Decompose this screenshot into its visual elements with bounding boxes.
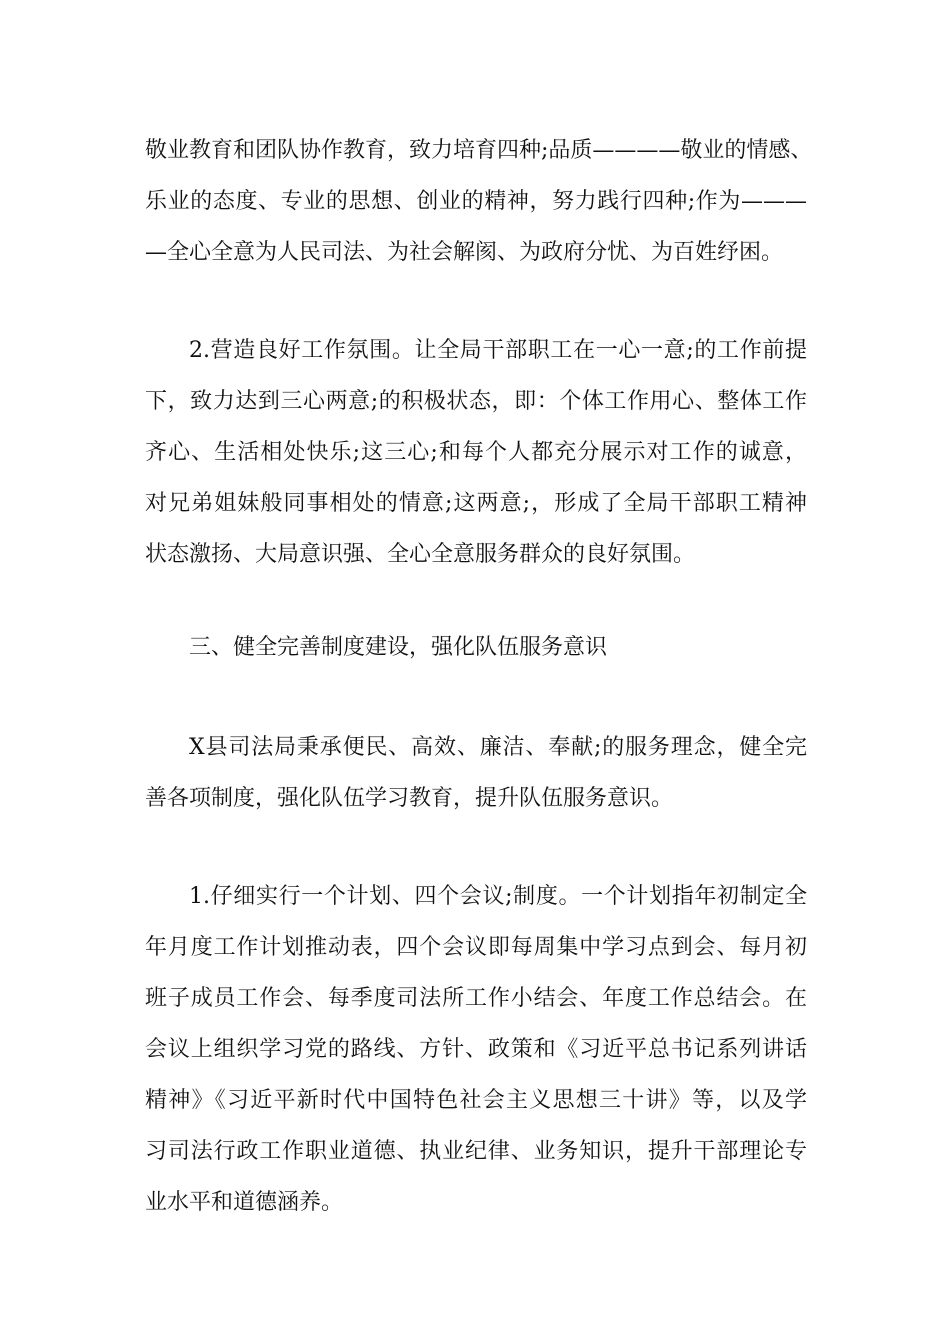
text-line: 2.营造良好工作氛围。让全局干部职工在一心一意;的工作前提 [189,338,807,363]
text-line: 精神》《习近平新时代中国特色社会主义思想三十讲》等，以及学 [145,1088,807,1113]
heading-text: 三、健全完善制度建设，强化队伍服务意识 [189,635,608,660]
paragraph-service-concept [145,722,807,824]
text-line: 习司法行政工作职业道德、执业纪律、业务知识，提升干部理论专 [145,1139,807,1164]
text-line: 敬业教育和团队协作教育，致力培育四种;品质————敬业的情感、 [145,138,813,163]
text-line: 下，致力达到三心两意;的积极状态，即：个体工作用心、整体工作 [145,389,807,414]
text-line: 状态激扬、大局意识强、全心全意服务群众的良好氛围。 [145,542,696,567]
paragraph-meeting-system [145,871,807,1228]
text-line: 会议上组织学习党的路线、方针、政策和《习近平总书记系列讲话 [145,1037,807,1062]
text-line: X县司法局秉承便民、高效、廉洁、奉献;的服务理念，健全完 [189,735,807,760]
text-line: 对兄弟姐妹般同事相处的情意;这两意;，形成了全局干部职工精神 [145,491,807,516]
paragraph-continuation [145,125,813,278]
text-line: 班子成员工作会、每季度司法所工作小结会、年度工作总结会。在 [145,986,807,1011]
text-line: 1.仔细实行一个计划、四个会议;制度。一个计划指年初制定全 [189,884,807,909]
paragraph-work-atmosphere [145,325,807,580]
text-line: 年月度工作计划推动表，四个会议即每周集中学习点到会、每月初 [145,935,807,960]
text-line: 善各项制度，强化队伍学习教育，提升队伍服务意识。 [145,786,674,811]
section-heading [145,622,807,673]
text-line: 齐心、生活相处快乐;这三心;和每个人都充分展示对工作的诚意， [145,440,807,465]
text-line: —全心全意为人民司法、为社会解阂、为政府分忧、为百姓纾困。 [145,240,784,265]
text-line: 业水平和道德涵养。 [145,1190,344,1215]
text-line: 乐业的态度、专业的思想、创业的精神，努力践行四种;作为——— [145,189,807,214]
